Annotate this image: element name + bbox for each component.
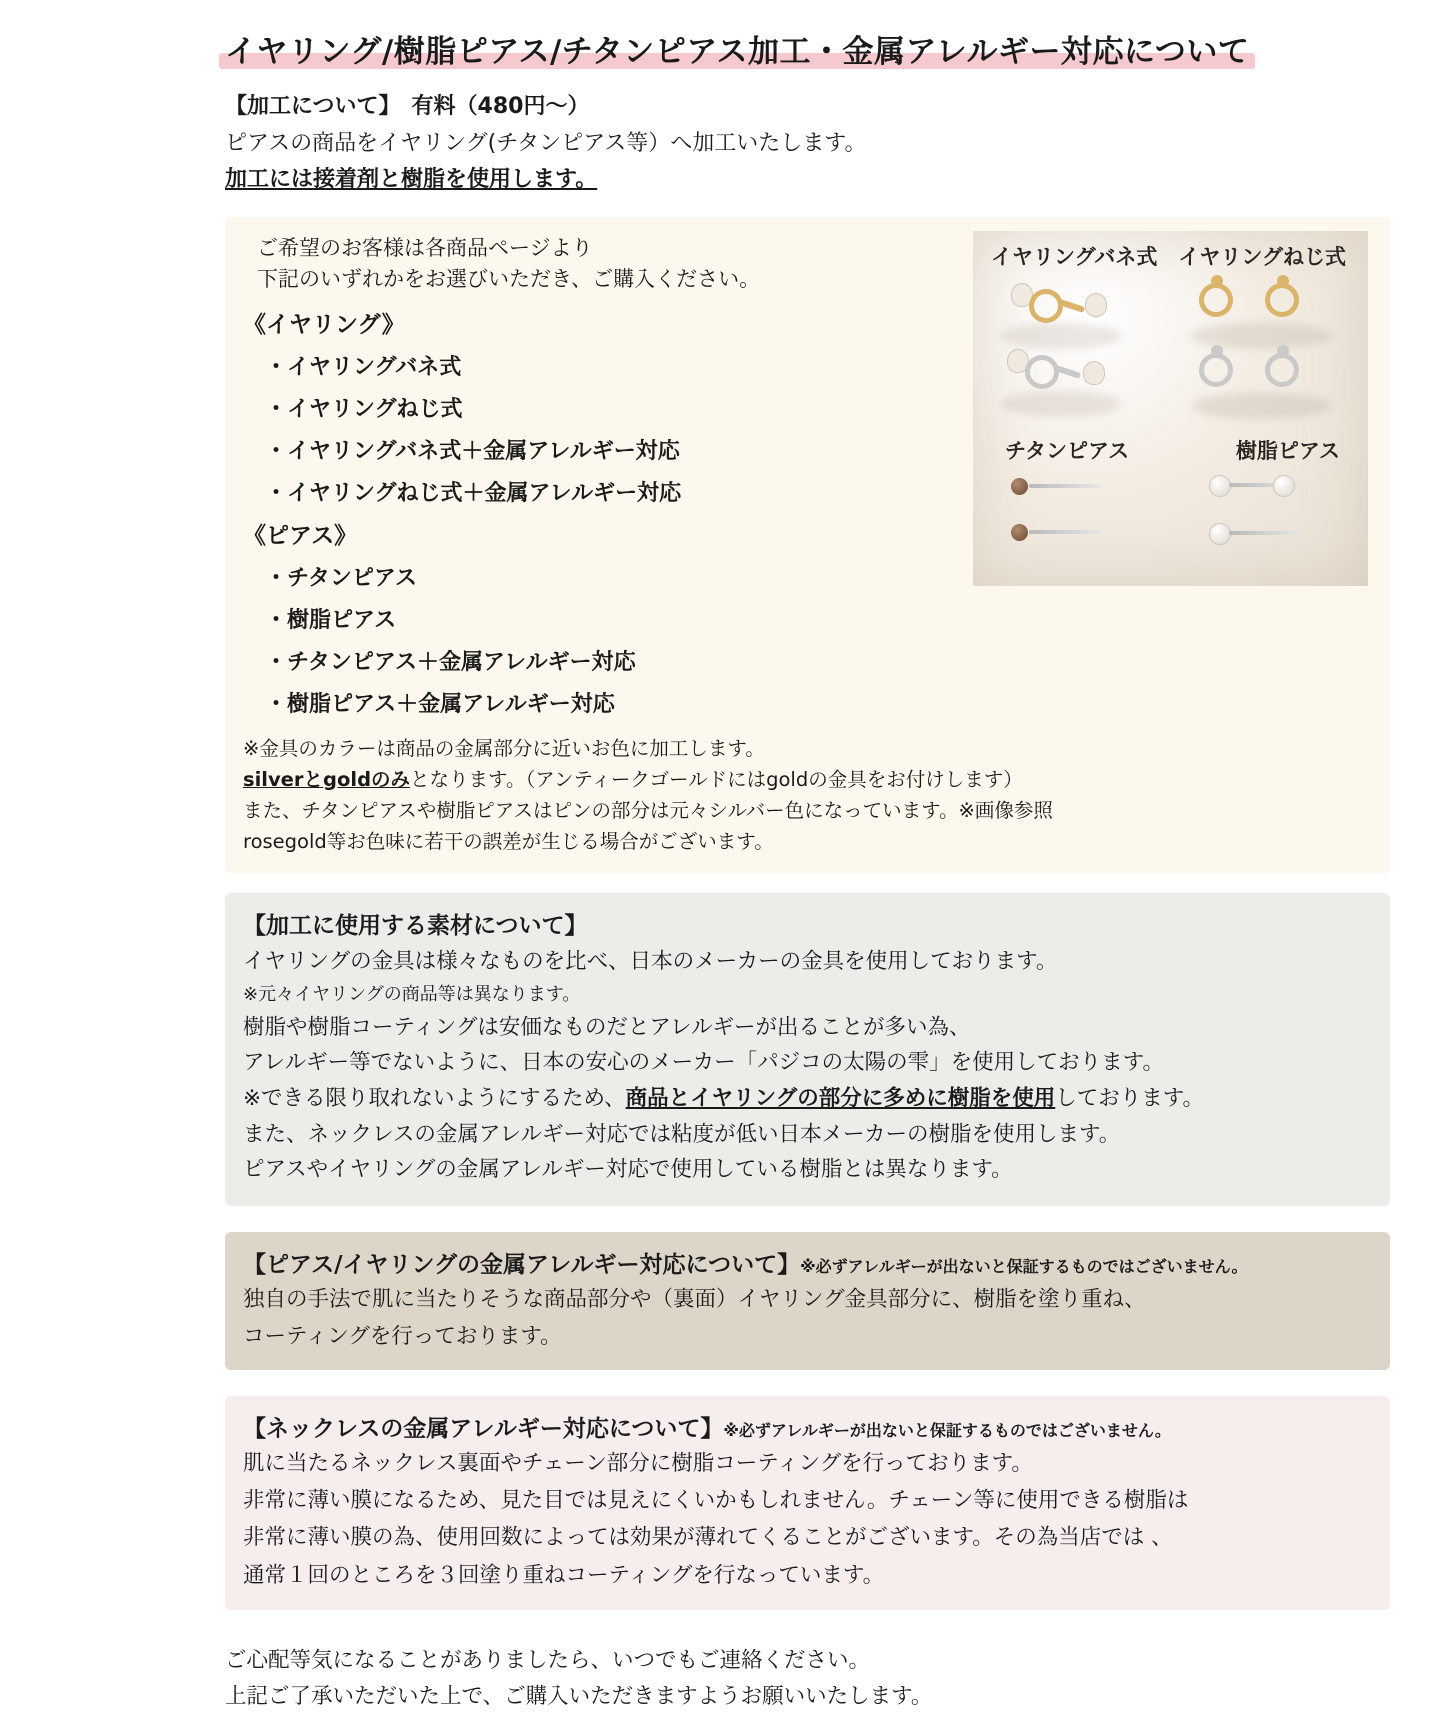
materials-line-5-underline: 商品とイヤリングの部分に多めに樹脂を使用 (625, 1086, 1056, 1112)
photo-label-spring-earring: イヤリングバネ式 (991, 244, 1158, 269)
necklace-allergy-heading: 【ネックレスの金属アレルギー対応について】 (243, 1415, 724, 1442)
photo-label-screw-earring: イヤリングねじ式 (1178, 244, 1346, 269)
intro-line-1: 【加工について】 有料（480円〜） (225, 94, 590, 119)
options-lead-1: ご希望のお客様は各商品ページより (257, 235, 593, 260)
earring-screw-icon (1277, 345, 1289, 357)
materials-line-5 (243, 1083, 1372, 1116)
titanium-pierce-bead-icon (1011, 478, 1028, 495)
page-title (225, 26, 1249, 71)
pierce-group-heading: 《ピアス》 (243, 522, 358, 549)
earring-screw-ring-icon (1265, 283, 1299, 317)
option-titanium-pierce-allergy: ・チタンピアス＋金属アレルギー対応 (265, 649, 636, 675)
option-resin-pierce-allergy: ・樹脂ピアス＋金属アレルギー対応 (265, 691, 615, 717)
earring-screw-ring-icon (1265, 353, 1299, 387)
resin-pierce-cap-icon (1273, 475, 1295, 497)
earring-screw-ring-icon (1199, 283, 1233, 317)
option-earring-spring-allergy: ・イヤリングバネ式＋金属アレルギー対応 (265, 438, 680, 464)
materials-line-6: また、ネックレスの金属アレルギー対応では粘度が低い日本メーカーの樹脂を使用します。 (243, 1121, 1121, 1147)
intro-line-3: 加工には接着剤と樹脂を使用します。 (225, 167, 598, 193)
intro-line-2: ピアスの商品をイヤリング(チタンピアス等）へ加工いたします。 (225, 130, 867, 156)
materials-panel (225, 893, 1390, 1206)
pierce-allergy-heading: 【ピアス/イヤリングの金属アレルギー対応について】 (243, 1252, 801, 1279)
materials-line-3: 樹脂や樹脂コーティングは安価なものだとアレルギーが出ることが多い為、 (243, 1014, 971, 1040)
necklace-allergy-line-2: 非常に薄い膜になるため、見た目では見えにくいかもしれません。チェーン等に使用できる樹脂は (243, 1487, 1189, 1513)
option-earring-screw: ・イヤリングねじ式 (265, 396, 463, 422)
materials-line-2: ※元々イヤリングの商品等は異なります。 (243, 984, 581, 1006)
materials-line-5-prefix: ※できる限り取れないようにするため、 (243, 1086, 626, 1112)
color-note-3: また、チタンピアスや樹脂ピアスはピンの部分は元々シルバー色になっています。※画像参照 (243, 799, 1053, 823)
option-earring-spring: ・イヤリングバネ式 (265, 354, 462, 380)
materials-line-5-suffix: しております。 (1055, 1086, 1205, 1112)
necklace-allergy-line-3: 非常に薄い膜の為、使用回数によっては効果が薄れてくることがございます。その為当店では 、 (243, 1525, 1173, 1551)
option-resin-pierce: ・樹脂ピアス (265, 607, 397, 633)
earring-arm-icon (1059, 299, 1086, 313)
pierce-allergy-line-2: コーティングを行っております。 (243, 1324, 562, 1350)
footer-line-1: ご心配等気になることがありましたら、いつでもご連絡ください。 (225, 1647, 871, 1673)
earring-screw-icon (1277, 275, 1289, 287)
earring-group-heading: 《イヤリング》 (243, 311, 405, 338)
titanium-pierce-pin-icon (1029, 530, 1101, 534)
page-title-text: イヤリング/樹脂ピアス/チタンピアス加工・金属アレルギー対応について (225, 34, 1250, 70)
necklace-allergy-heading-note: ※必ずアレルギーが出ないと保証するものではございません。 (723, 1420, 1171, 1440)
options-panel (225, 217, 1390, 873)
intro-block (225, 91, 1390, 197)
fittings-photo (973, 231, 1368, 586)
necklace-allergy-panel (225, 1396, 1390, 1610)
footer-block (225, 1644, 1390, 1715)
earring-arm-icon (1055, 365, 1082, 379)
option-earring-screw-allergy: ・イヤリングねじ式＋金属アレルギー対応 (265, 480, 682, 506)
pierce-allergy-line-1: 独自の手法で肌に当たりそうな商品部分や（裏面）イヤリング金具部分に、樹脂を塗り重ね、 (243, 1287, 1146, 1313)
option-titanium-pierce: ・チタンピアス (265, 565, 418, 591)
earring-pad-icon (1083, 361, 1105, 385)
resin-pierce-cap-icon (1209, 475, 1231, 497)
footer-line-2: 上記ご了承いただいた上で、ご購入いただきますようお願いいたします。 (225, 1684, 933, 1710)
earring-spring-ring-icon (1029, 289, 1063, 323)
pierce-allergy-panel (225, 1232, 1390, 1370)
color-note-4: rosegold等お色味に若干の誤差が生じる場合がございます。 (243, 830, 774, 854)
color-notes (243, 734, 1372, 857)
materials-line-1: イヤリングの金具は様々なものを比べ、日本のメーカーの金具を使用しております。 (243, 948, 1058, 974)
color-note-2-rest: となります。（アンティークゴールドにはgoldの金具をお付けします） (410, 767, 1023, 791)
photo-label-titanium-pierce: チタンピアス (1005, 438, 1130, 463)
materials-heading: 【加工に使用する素材について】 (243, 912, 588, 939)
titanium-pierce-bead-icon (1011, 524, 1028, 541)
earring-screw-icon (1211, 345, 1223, 357)
color-note-1: ※金具のカラーは商品の金属部分に近いお色に加工します。 (243, 736, 765, 760)
earring-screw-icon (1211, 275, 1223, 287)
materials-line-4: アレルギー等でないように、日本の安心のメーカー「パジコの太陽の雫」を使用しております。 (243, 1050, 1164, 1076)
options-lead-2: 下記のいずれかをお選びいただき、ご購入ください。 (257, 267, 761, 292)
photo-label-resin-pierce: 樹脂ピアス (1235, 438, 1340, 463)
color-note-2-underline: silverとgoldのみ (243, 767, 411, 791)
pierce-allergy-heading-note: ※必ずアレルギーが出ないと保証するものではございません。 (800, 1257, 1248, 1277)
resin-pierce-cap-icon (1209, 523, 1231, 545)
titanium-pierce-pin-icon (1029, 484, 1101, 488)
necklace-allergy-line-4: 通常１回のところを３回塗り重ねコーティングを行なっています。 (243, 1562, 885, 1588)
necklace-allergy-line-1: 肌に当たるネックレス裏面やチェーン部分に樹脂コーティングを行っております。 (243, 1450, 1033, 1476)
earring-spring-ring-icon (1025, 355, 1059, 389)
materials-line-7: ピアスやイヤリングの金属アレルギー対応で使用している樹脂とは異なります。 (243, 1157, 1013, 1183)
color-note-2 (243, 765, 1372, 794)
earring-screw-ring-icon (1199, 353, 1233, 387)
resin-pierce-pin-icon (1229, 531, 1301, 535)
earring-pad-icon (1085, 293, 1107, 317)
